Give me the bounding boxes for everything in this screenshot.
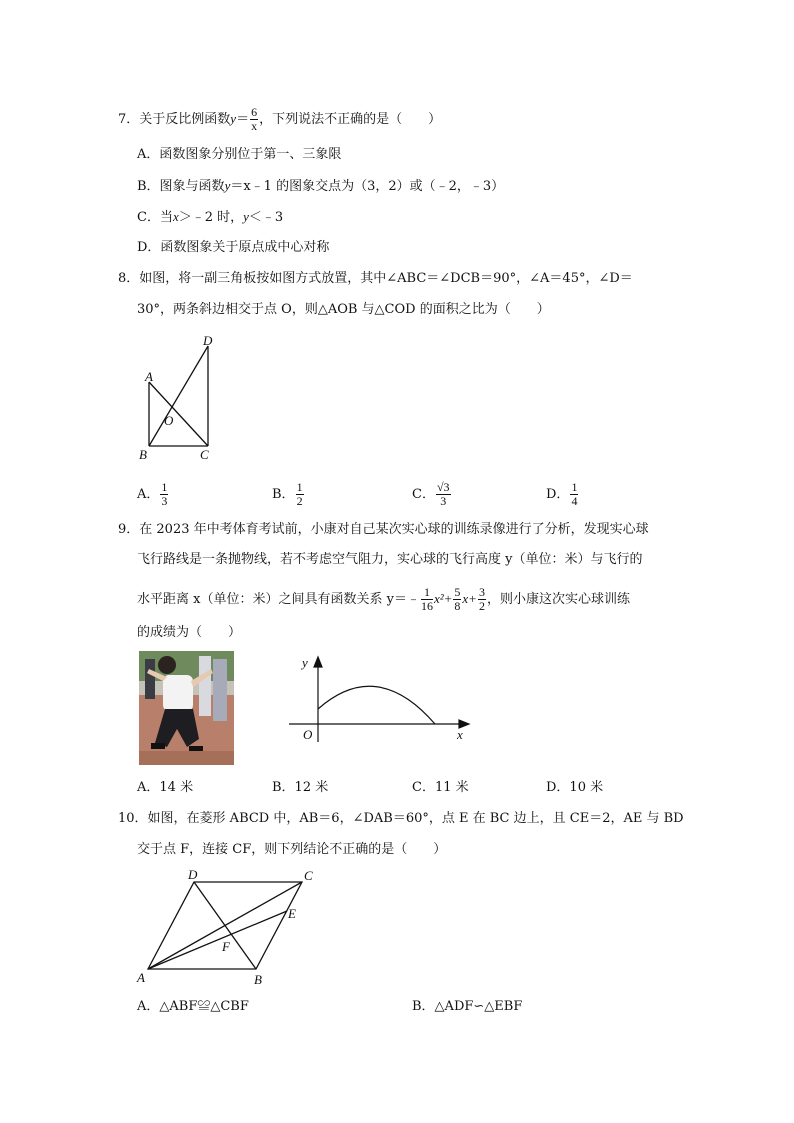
q7-stem	[118, 106, 441, 133]
q10-label-f: F	[222, 939, 230, 954]
q7-frac-den: x	[251, 119, 258, 133]
q7-option-a: A．函数图象分别位于第一、三象限	[137, 147, 342, 162]
q7-c-x: x	[172, 209, 179, 224]
q7-option-c	[137, 208, 283, 227]
q7-b-y: y	[224, 178, 231, 193]
q8-option-a-label: A．	[137, 487, 160, 502]
q8-a-num: 1	[161, 480, 168, 494]
q7-option-d: D．函数图象关于原点成中心对称	[137, 240, 330, 255]
q10-label-c: C	[304, 868, 313, 883]
q8-option-d-fraction	[570, 481, 578, 508]
q10-rhombus-figure	[130, 866, 330, 990]
q9-y-axis-arrow	[314, 657, 322, 667]
q7-c-mid: ＞﹣2 时，	[178, 210, 244, 225]
q10-label-b: B	[254, 972, 262, 987]
q10-option-b: B．△ADF∽△EBF	[412, 999, 523, 1014]
q9-x-squared: x²+	[433, 591, 453, 606]
q9-f1-den: 16	[420, 599, 433, 613]
q8-option-c-label: C．	[412, 487, 435, 502]
q9-f3-den: 2	[478, 599, 485, 613]
q9-stem-line4: 的成绩为（ ）	[137, 625, 242, 640]
q8-d-num: 1	[571, 480, 578, 494]
q9-option-a: A．14 米	[137, 780, 194, 795]
q10-stem-line2: 交于点 F，连接 CF，则下列结论不正确的是（ ）	[137, 842, 447, 857]
q9-f1-num: 1	[421, 586, 433, 600]
q8-segment-bd	[149, 346, 208, 446]
q9-x-term: x+	[462, 591, 477, 606]
q8-option-b	[272, 481, 305, 508]
q10-segment-ae	[148, 911, 287, 969]
q8-option-b-fraction	[296, 481, 304, 508]
q9-stem-line1: 9．在 2023 年中考体育考试前，小康对自己某次实心球的训练录像进行了分析，发现实心球	[118, 522, 649, 537]
q10-label-d: D	[188, 867, 198, 882]
q10-option-a: A．△ABF≌△CBF	[137, 999, 249, 1014]
q7-fraction	[250, 106, 258, 133]
q7-option-b	[137, 177, 504, 196]
q8-option-d-label: D．	[546, 487, 570, 502]
q9-f3-num: 3	[478, 585, 485, 599]
q7-stem-text: 7．关于反比例函数	[118, 112, 231, 127]
q9-axis-label-x: x	[457, 727, 463, 742]
q7-c-end: ＜﹣3	[248, 210, 284, 225]
q10-stem-line1: 10．如图，在菱形 ABCD 中，AB＝6，∠DAB＝60°，点 E 在 BC 边上，且 CE＝2，AE 与 BD	[118, 811, 684, 826]
q9-stem-line3	[137, 586, 630, 613]
q7-c-pre: C．当	[137, 210, 173, 225]
q8-triangle-figure	[130, 330, 230, 465]
q10-label-e: E	[288, 906, 296, 921]
q8-option-d	[546, 481, 579, 508]
q9-fraction-2	[453, 586, 461, 613]
q7-var-y: y	[230, 111, 237, 126]
q8-option-c-fraction	[436, 481, 451, 508]
q8-option-a-fraction	[160, 481, 168, 508]
q8-label-o: O	[164, 413, 174, 428]
q9-origin-label: O	[303, 727, 313, 742]
q8-c-den: 3	[440, 494, 447, 508]
q7-c-y: y	[243, 209, 249, 224]
q8-option-b-label: B．	[272, 487, 295, 502]
q7-frac-num: 6	[251, 105, 258, 119]
q8-b-num: 1	[296, 480, 303, 494]
q8-stem-line2: 30°，两条斜边相交于点 O，则△AOB 与△COD 的面积之比为（ ）	[137, 302, 550, 317]
q9-option-c: C．11 米	[412, 780, 469, 795]
q8-a-den: 3	[161, 494, 168, 508]
q8-option-c	[412, 481, 452, 508]
q7-b-rest: ＝x﹣1 的图象交点为（3，2）或（﹣2，﹣3）	[230, 179, 505, 194]
q9-fraction-3	[478, 586, 486, 613]
q8-option-a	[137, 481, 169, 508]
q9-f2-num: 5	[454, 585, 461, 599]
q10-label-a: A	[137, 970, 145, 985]
q9-fraction-1	[421, 586, 433, 613]
q9-axis-label-y: y	[302, 655, 308, 670]
q9-parabola-graph	[285, 652, 475, 744]
q7-b-pre: B．图象与函数	[137, 179, 225, 194]
q8-b-den: 2	[296, 494, 303, 508]
q8-stem-line1: 8．如图，将一副三角板按如图方式放置，其中∠ABC＝∠DCB＝90°，∠A＝45°，∠D＝	[118, 271, 633, 286]
q9-option-b: B．12 米	[272, 780, 329, 795]
q8-label-c: C	[200, 447, 209, 462]
q9-parabola-curve	[318, 686, 435, 724]
q8-label-a: A	[145, 369, 153, 384]
q9-line3-end: ，则小康这次实心球训练	[486, 592, 630, 607]
q9-f2-den: 8	[454, 599, 461, 613]
q8-c-num: √3	[436, 480, 450, 494]
q7-equals: ＝	[236, 112, 250, 127]
q8-label-b: B	[139, 447, 147, 462]
shot-put-athlete-photo	[139, 651, 234, 765]
q9-line3-start: 水平距离 x（单位：米）之间具有函数关系 y＝﹣	[137, 592, 420, 607]
q8-segment-ac	[149, 382, 208, 446]
q7-stem-end: ，下列说法不正确的是（ ）	[259, 112, 442, 127]
q8-label-d: D	[203, 333, 213, 348]
q9-option-d: D．10 米	[546, 780, 604, 795]
q9-stem-line2: 飞行路线是一条抛物线，若不考虑空气阻力，实心球的飞行高度 y（单位：米）与飞行的	[137, 552, 643, 567]
q8-d-den: 4	[571, 494, 578, 508]
